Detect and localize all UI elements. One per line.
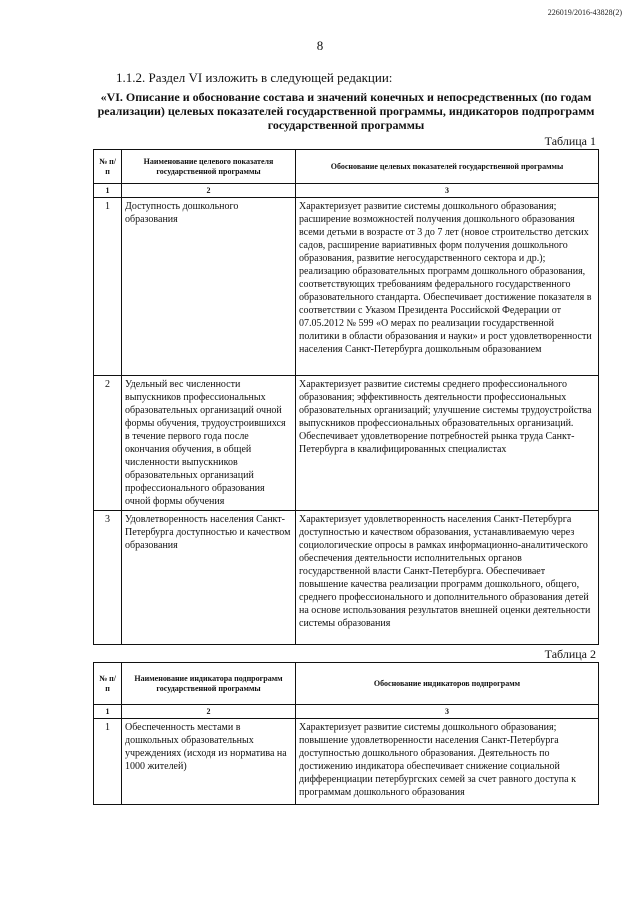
indicator-basis: Характеризует развитие системы дошкольного образования; повышение удовлетворенности населения Санкт-Петербурга доступностью дошкольного образования. Деятельность по достижению индикатора обеспечивает снижение социальной дифференциации петербургских семей за счет равного доступа к программам дошкольного образования	[296, 719, 599, 805]
indicator-basis: Характеризует развитие системы дошкольного образования; расширение возможностей получения дошкольного образования всеми детьми в возрасте от 3 до 7 лет (новое строительство детских садов, расширение вариативных форм получения дошкольного образования, развитие негосударственного сектора и др.); реализацию образовательных программ дошкольного образования, соответствующих требованиям федерального государственного образовательного стандарта. Обеспечивает достижение показателя в соответствии с Указом Президента Российской Федерации от 07.05.2012 № 599 «О мерах по реализации государственной политики в области образования и науки» и рост удовлетворенности населения Санкт-Петербурга дошкольным образованием	[296, 198, 599, 376]
section-heading: «VI. Описание и обоснование состава и значений конечных и непосредственных (по годам реализации) целевых показателей государственной программы, индикаторов подпрограмм государственной программы	[97, 90, 595, 132]
table1-caption: Таблица 1	[544, 134, 596, 148]
table1-header-name: Наименование целевого показателя государственной программы	[122, 150, 296, 184]
table1-colnum-3: 3	[296, 184, 599, 198]
table2-colnum-2: 2	[122, 705, 296, 719]
indicator-basis: Характеризует удовлетворенность населения Санкт-Петербурга доступностью и качеством образования, устанавливаемую через социологические опросы в рамках информационно-аналитического обеспечения деятельности исполнительных органов государственной власти Санкт-Петербурга. Обеспечивает повышение качества реализации программ дошкольного, общего, среднего профессионального и дополнительного образования детей на основе использования результатов внешней оценки деятельности системы образования	[296, 511, 599, 645]
table-row	[94, 719, 599, 805]
table1-header-row	[94, 150, 599, 184]
indicator-name: Обеспеченность местами в дошкольных образовательных учреждениях (исходя из норматива на 1000 жителей)	[122, 719, 296, 805]
indicator-name: Удельный вес численности выпускников профессиональных образовательных организаций очной формы обучения, трудоустроившихся в течение первого года после окончания обучения, в общей численности выпускников образовательных организаций профессионального образования очной формы обучения	[122, 376, 296, 511]
table1-header-basis: Обоснование целевых показателей государственной программы	[296, 150, 599, 184]
table1	[93, 149, 599, 645]
table-row	[94, 376, 599, 511]
intro-text: 1.1.2. Раздел VI изложить в следующей редакции:	[116, 70, 393, 85]
table2-colnum-3: 3	[296, 705, 599, 719]
row-number: 2	[94, 376, 122, 511]
table1-colnum-1: 1	[94, 184, 122, 198]
table1-header-num: № п/п	[94, 150, 122, 184]
table2-header-name: Наименование индикатора подпрограмм государственной программы	[122, 663, 296, 705]
indicator-name: Доступность дошкольного образования	[122, 198, 296, 376]
table-row	[94, 511, 599, 645]
row-number: 1	[94, 719, 122, 805]
table2-caption: Таблица 2	[544, 647, 596, 661]
table1-colnum-row	[94, 184, 599, 198]
table-row	[94, 198, 599, 376]
page-number: 8	[316, 38, 324, 53]
row-number: 1	[94, 198, 122, 376]
table2	[93, 662, 599, 805]
indicator-basis: Характеризует развитие системы среднего профессионального образования; эффективность деятельности профессиональных образовательных организаций; улучшение системы трудоустройства выпускников профессиональных образовательных организаций. Обеспечивает удовлетворение потребностей рынка труда Санкт-Петербурга в квалифицированных специалистах	[296, 376, 599, 511]
table2-header-basis: Обоснование индикаторов подпрограмм	[296, 663, 599, 705]
document-id: 226019/2016-43828(2)	[547, 8, 622, 17]
row-number: 3	[94, 511, 122, 645]
indicator-name: Удовлетворенность населения Санкт-Петербурга доступностью и качеством образования	[122, 511, 296, 645]
table2-header-num: № п/п	[94, 663, 122, 705]
table2-colnum-row	[94, 705, 599, 719]
table2-colnum-1: 1	[94, 705, 122, 719]
table2-header-row	[94, 663, 599, 705]
table1-colnum-2: 2	[122, 184, 296, 198]
